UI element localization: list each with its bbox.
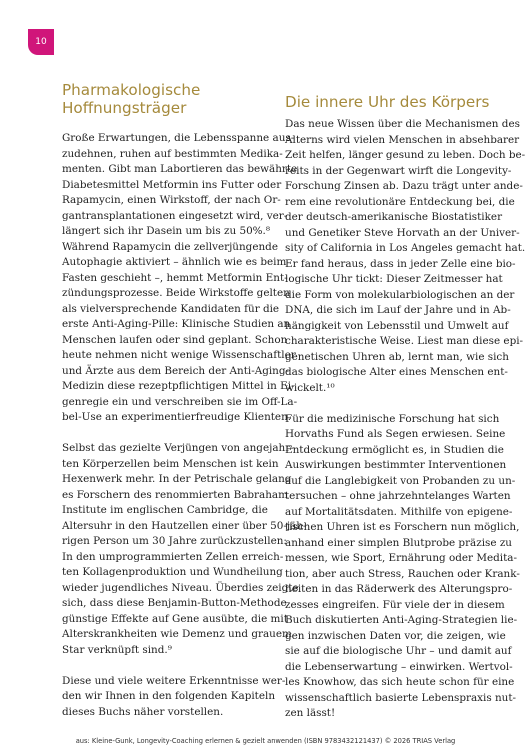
paragraph-gap	[62, 658, 282, 674]
text-line: Zeit helfen, länger gesund zu leben. Doch be-	[285, 149, 526, 161]
left-section-heading	[62, 81, 272, 117]
text-line: und Genetiker Steve Horvath an der Univer-	[285, 226, 520, 239]
text-line: das biologische Alter eines Menschen ent-	[285, 366, 508, 378]
text-line: gen inzwischen Daten vor, die zeigen, wie	[285, 629, 506, 642]
text-line: Buch diskutierten Anti-Aging-Strategien lie-	[285, 614, 518, 626]
text-line: Horvaths Fund als Segen erwiesen. Seine	[285, 428, 506, 440]
text-line: Star verknüpft sind.⁹	[62, 643, 172, 656]
text-line: tischen Uhren ist es Forschern nun möglich,	[285, 521, 520, 533]
text-line: den wir Ihnen in den folgenden Kapiteln	[62, 690, 276, 702]
right-column-body	[285, 117, 526, 722]
text-line: zen lässt!	[285, 707, 336, 719]
text-line: sity of California in Los Angeles gemacht hat.	[285, 242, 526, 254]
text-line: es Forschern des renommierten Babraham	[62, 488, 288, 501]
text-line: wissenschaftlich basierte Lebenspraxis nut-	[285, 691, 517, 704]
text-line: Auswirkungen bestimmter Interventionen	[285, 459, 507, 471]
text-line: die Form von molekularbiologischen an der	[285, 288, 515, 301]
text-line: rem eine revolutionäre Entdeckung bei, die	[285, 195, 515, 208]
heading-line: Pharmakologische	[62, 81, 201, 99]
text-line: Er fand heraus, dass in jeder Zelle eine bio-	[285, 257, 516, 270]
text-line: genetischen Uhren ab, lernt man, wie sich	[285, 350, 509, 363]
text-line: ten Körperzellen beim Menschen ist kein	[62, 457, 279, 470]
text-line: zesses eingreifen. Für viele der in diesem	[285, 598, 505, 611]
heading-line: Hoffnungsträger	[62, 99, 187, 117]
text-line: sie auf die biologische Uhr – und damit auf	[285, 645, 512, 657]
text-line: tersuchen – ohne jahrzehntelanges Warten	[285, 490, 511, 502]
text-line: bel-Use an experimentierfreudige Klienten.	[62, 411, 292, 423]
text-line: dieses Buchs näher vorstellen.	[62, 705, 224, 718]
text-line: In den umprogrammierten Zellen erreich-	[62, 550, 284, 563]
text-line: Für die medizinische Forschung hat sich	[285, 412, 500, 425]
paragraph-gap	[62, 426, 282, 442]
text-line: Große Erwartungen, die Lebensspanne aus-	[62, 132, 295, 144]
text-line: Institute im englischen Cambridge, die	[62, 504, 268, 516]
text-line: Alterns wird vielen Menschen in absehbarer	[285, 133, 520, 146]
text-line: erste Anti-Aging-Pille: Klinische Studien an	[62, 318, 291, 330]
heading-line: Die innere Uhr des Körpers	[285, 93, 490, 111]
text-line: reits in der Gegenwart wirft die Longevity-	[285, 164, 512, 177]
text-line: die Lebenserwartung – einwirken. Wertvol-	[285, 660, 513, 673]
text-line: Selbst das gezielte Verjüngen von angejahr-	[62, 442, 294, 454]
text-line: Diabetesmittel Metformin ins Futter oder	[62, 178, 282, 191]
paragraph-gap	[285, 396, 515, 412]
page-footer-source: aus: Kleine-Gunk, Longevity-Coaching erlernen & gezielt anwenden (ISBN 9783432121437) © 2026 TRIAS Verlag	[75, 737, 456, 745]
text-line: tion, aber auch Stress, Rauchen oder Krank-	[285, 567, 520, 580]
text-line: auf Mortalitätsdaten. Mithilfe von epigene-	[285, 505, 513, 518]
text-line: längert sich ihr Dasein um bis zu 50%.⁸	[62, 225, 271, 237]
text-line: zündungsprozesse. Beide Wirkstoffe gelten	[62, 287, 290, 299]
page-number-badge: 10	[28, 29, 54, 55]
text-line: rigen Person um 30 Jahre zurückzustellen:	[62, 535, 287, 547]
text-line: DNA, die sich im Lauf der Jahre und in Ab-	[285, 304, 511, 316]
text-line: wieder jugendliches Niveau. Überdies zeigte	[62, 581, 299, 594]
text-line: Altersuhr in den Hautzellen einer über 50-jäh-	[62, 519, 307, 532]
text-line: hängigkeit von Lebensstil und Umwelt auf	[285, 319, 509, 332]
text-line: Autophagie aktiviert – ähnlich wie es beim	[62, 256, 287, 268]
text-line: Menschen laufen oder sind geplant. Schon	[62, 333, 288, 346]
text-line: menten. Gibt man Labortieren das bewährte	[62, 163, 298, 175]
text-line: Rapamycin, einen Wirkstoff, der nach Or-	[62, 194, 281, 206]
text-line: wickelt.¹⁰	[285, 381, 335, 394]
text-line: Diese und viele weitere Erkenntnisse wer-	[62, 674, 286, 687]
text-line: auf die Langlebigkeit von Probanden zu un-	[285, 474, 516, 487]
text-line: der deutsch-amerikanische Biostatistiker	[285, 211, 503, 223]
text-line: ten Kollagenproduktion und Wundheilung	[62, 566, 283, 578]
text-line: Während Rapamycin die zellverjüngende	[62, 240, 278, 253]
text-line: les Knowhow, das sich heute schon für eine	[285, 676, 515, 688]
text-line: als vielversprechende Kandidaten für die	[62, 302, 280, 315]
text-line: heiten in das Räderwerk des Alterungspro-	[285, 583, 513, 595]
text-line: heute nehmen nicht wenige Wissenschaftler	[62, 349, 296, 361]
text-line: sich, dass diese Benjamin-Button-Methode	[62, 597, 287, 609]
text-line: zudehnen, ruhen auf bestimmten Medika-	[62, 147, 283, 160]
text-line: und Ärzte aus dem Bereich der Anti-Aging-	[62, 364, 290, 377]
text-line: anhand einer simplen Blutprobe präzise zu	[285, 536, 512, 549]
text-line: Das neue Wissen über die Mechanismen des	[285, 118, 520, 130]
text-line: messen, wie Sport, Ernährung oder Medita-	[285, 552, 517, 564]
text-line: charakteristische Weise. Liest man diese epi-	[285, 335, 524, 347]
text-line: Fasten geschieht –, hemmt Metformin Ent-	[62, 271, 288, 284]
text-line: gantransplantationen eingesetzt wird, ver-	[62, 209, 288, 222]
text-line: Medizin diese rezeptpflichtigen Mittel in Ei-	[62, 380, 295, 392]
right-section-heading	[285, 93, 515, 111]
text-line: genregie ein und verschreiben sie im Off-La-	[62, 395, 298, 408]
text-line: Hexenwerk mehr. In der Petrischale gelang	[62, 473, 292, 485]
text-line: logische Uhr tickt: Dieser Zeitmesser hat	[285, 273, 503, 285]
text-line: Entdeckung ermöglicht es, in Studien die	[285, 443, 504, 456]
text-line: günstige Effekte auf Gene ausübte, die mit	[62, 612, 288, 625]
text-line: Alterskrankheiten wie Demenz und grauem	[62, 628, 292, 640]
text-line: Forschung Zinsen ab. Dazu trägt unter ande-	[285, 180, 523, 192]
left-column-body	[62, 131, 307, 720]
